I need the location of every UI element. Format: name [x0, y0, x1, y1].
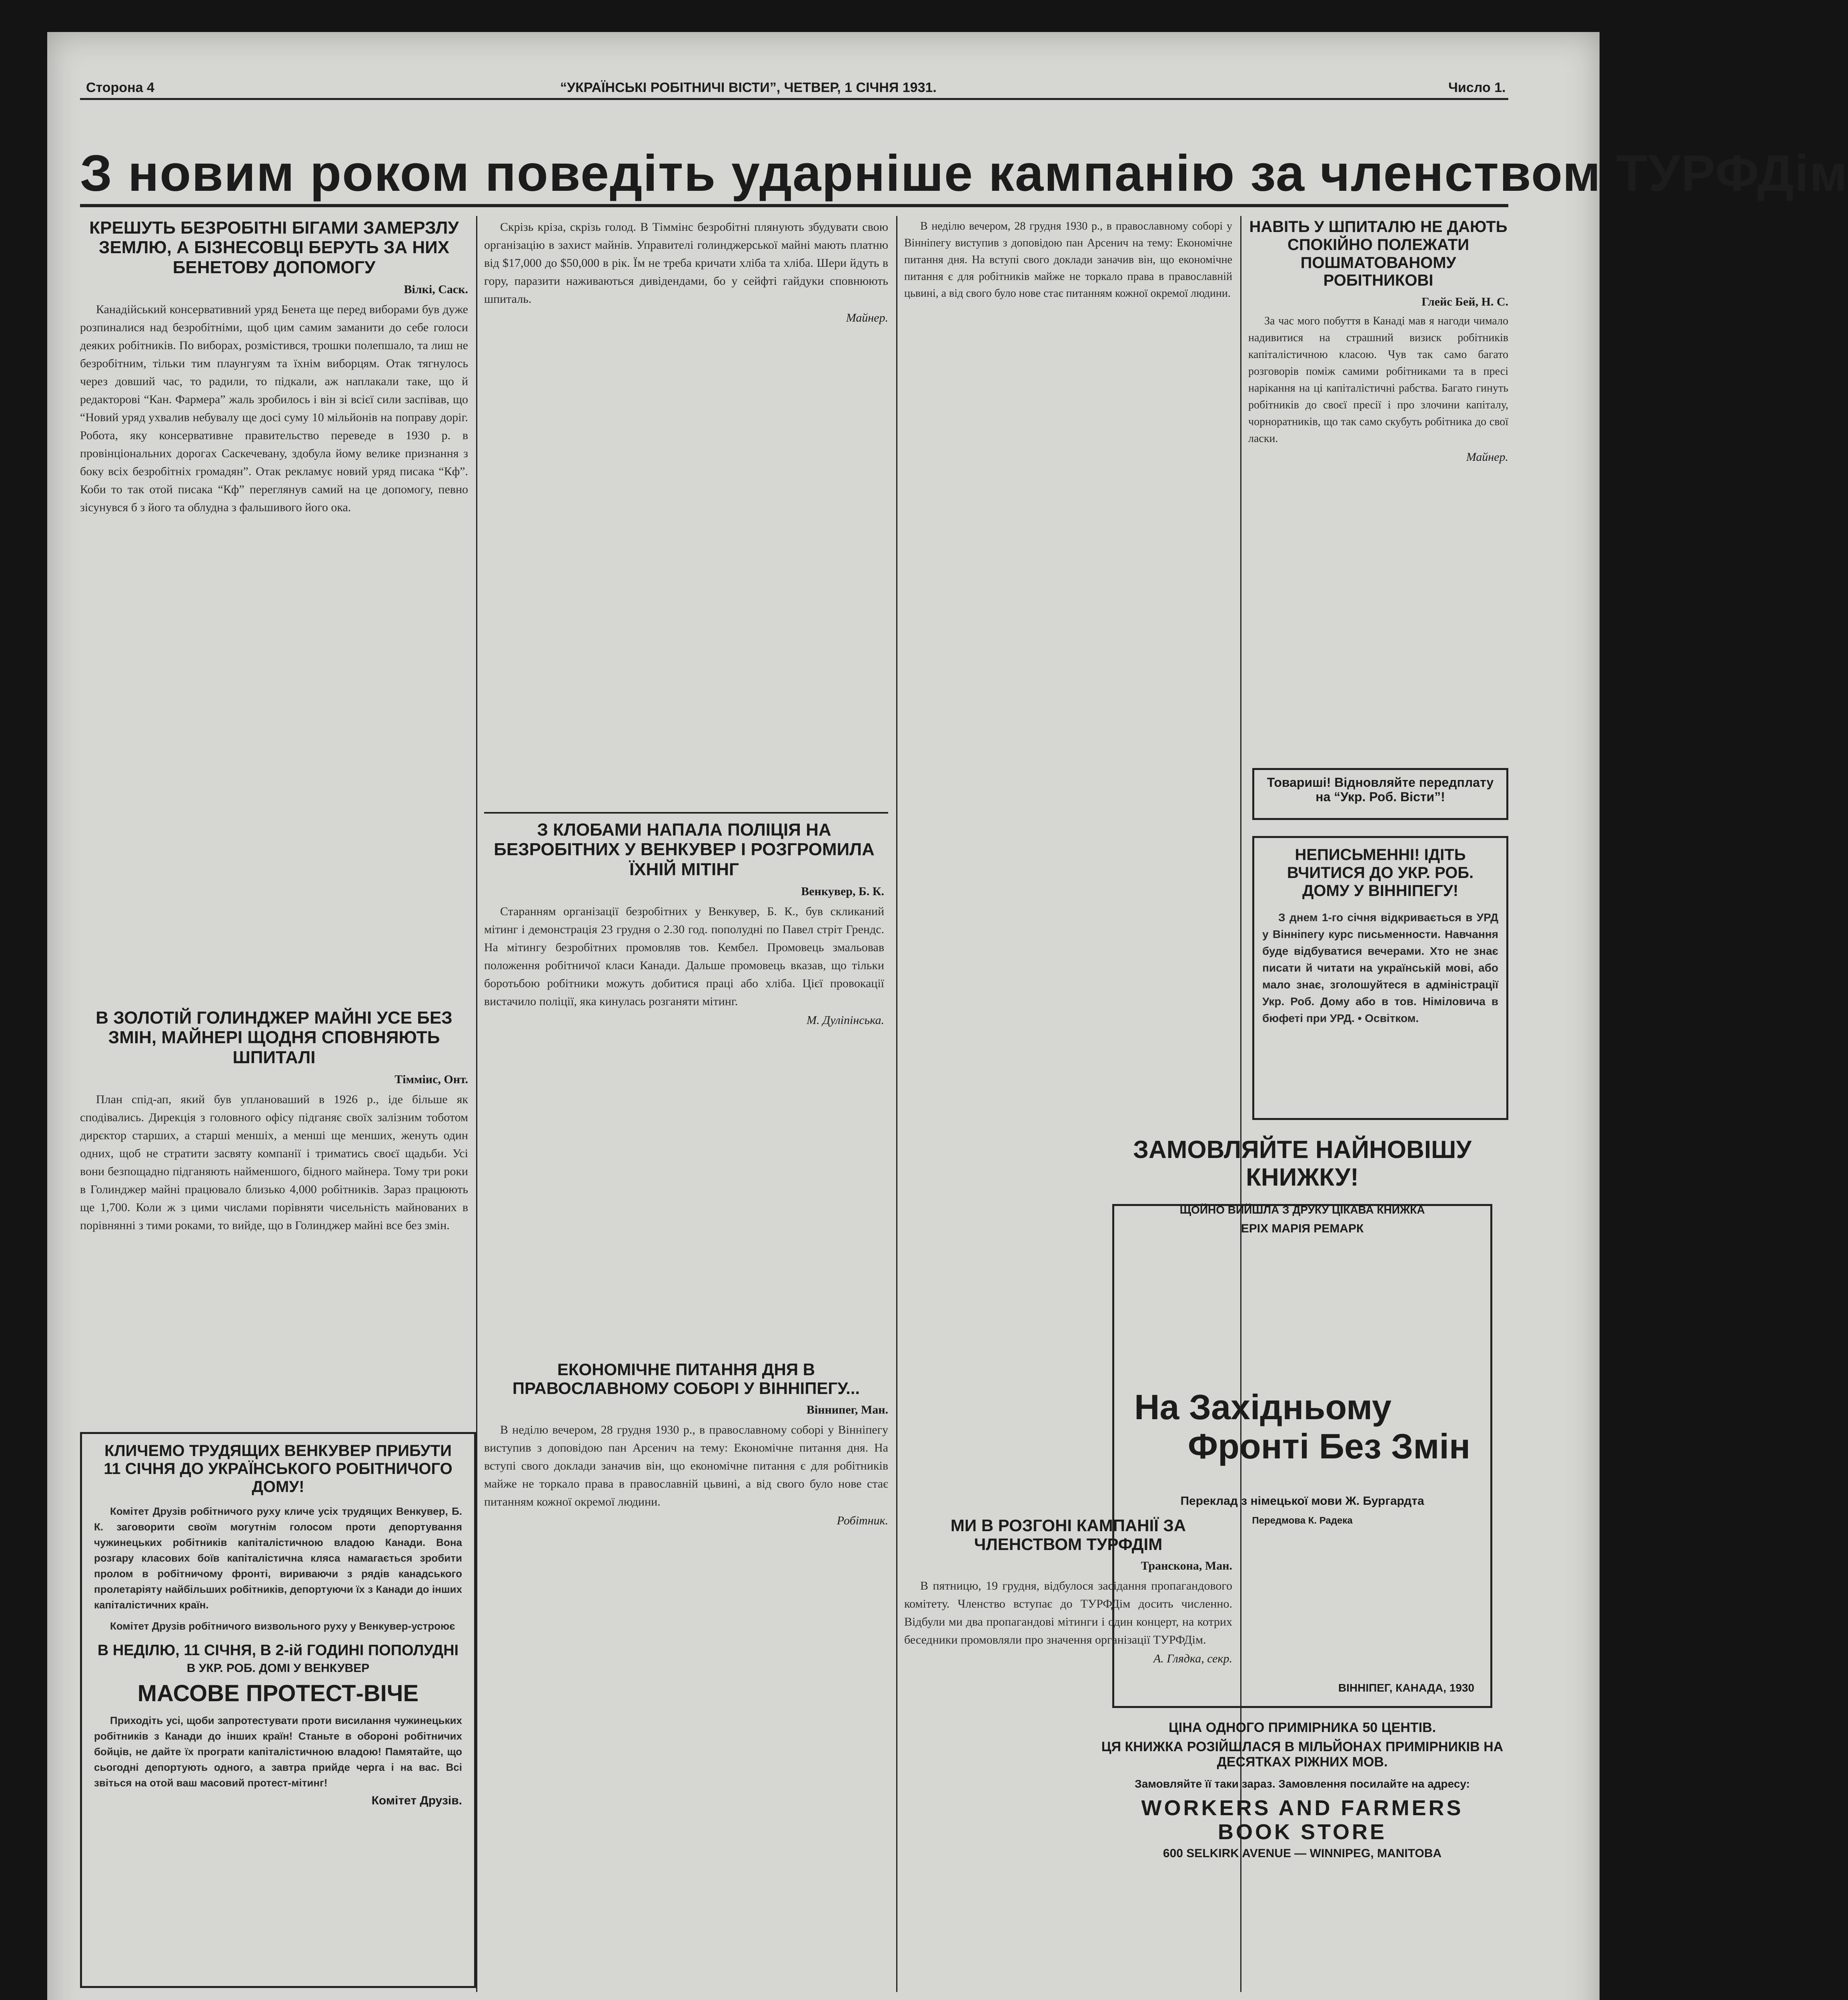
article-signature: М. Дуліпінська.	[807, 1013, 884, 1027]
appeal-place: В УКР. РОБ. ДОМІ У ВЕНКУВЕР	[186, 1661, 370, 1675]
ad-order: Замовляйте її таки зараз. Замовлення посилайте на адресу:	[1135, 1778, 1470, 1790]
article-body: За час мого побуття в Канаді мав я нагоди чимало надивитися на страшний визиск робітників капіталістичною класою. Чув так само багато розговорів поміж самими робітниками та в пресі нарікання на ці капіталістичні рабства. Багато гинуть робітників до своєї пресії і про злочини капіталу, чорноратників, що так само скубуть робітника до свої ласки.	[1248, 315, 1508, 445]
notice-text: Товариші! Відновляйте передплату на “Укр. Роб. Вісти”!	[1267, 775, 1494, 804]
school-body: З днем 1-го січня відкривається в УРД у Вінніпегу курс письменности. Навчання буде відбуватися вечерами. Хто не знає писати й читати на українській мові, або мало знає, зголошуйтеся в адміністрації Укр. Роб. Дому або в тов. Німіловича в бюфеті при УРД. • Освітком.	[1262, 911, 1498, 1025]
store-name-2: BOOK STORE	[1217, 1820, 1387, 1844]
appeal-body-2: Приходіть усі, щоби запротестувати проти висилання чужинецьких робітників з Канади до інших країн! Станьте в обороні робітничих бойців, не дайте їх програти капіталістичною владою! Памятайте, що сьогодні депортують одного, а завтра прийде черга і на вас. Всі звіться на отой ваш масовий протест-мітинг!	[94, 1714, 462, 1789]
book-frame	[1112, 1204, 1492, 1708]
article-dateline: Глейс Бей, Н. С.	[1422, 295, 1508, 309]
article-dateline: Віннипег, Ман.	[806, 1403, 888, 1417]
article-dateline: Транскона, Ман.	[1141, 1559, 1232, 1573]
article-glace-bay	[1248, 218, 1508, 774]
book-translation: Переклад з німецької мови Ж. Бургардта	[1180, 1494, 1424, 1508]
article-headline: З КЛОБАМИ НАПАЛА ПОЛІЦІЯ НА БЕЗРОБІТНИХ У ВЕНКУВЕР І РОЗГРОМИЛА ЇХНІЙ МІТІНГ	[494, 820, 875, 879]
ad-subheadline: ЩОЙНО ВИЙШЛА З ДРУКУ ЦІКАВА КНИЖКА	[1179, 1203, 1425, 1216]
article-dateline: Тімміис, Онт.	[394, 1072, 468, 1086]
ad-price: ЦІНА ОДНОГО ПРИМІРНИКА 50 ЦЕНТІВ.	[1168, 1720, 1436, 1735]
store-name: WORKERS AND FARMERS	[1141, 1796, 1464, 1820]
article-headline: ЕКОНОМІЧНЕ ПИТАННЯ ДНЯ В ПРАВОСЛАВНОМУ СОБОРІ У ВІННІПЕГУ...	[512, 1360, 860, 1398]
school-headline: НЕПИСЬМЕННІ! ІДІТЬ ВЧИТИСЯ ДО УКР. РОБ. ДОМУ У ВІННІПЕГУ!	[1287, 846, 1474, 900]
article-body: Скрізь кріза, скрізь голод. В Тіммінс безробітні плянують збудувати свою організацію в захист майнів. Управителі голинджерської майні мають платню від $17,000 до $50,000 в рік. Їм не треба кричати хліба та хліба. Шери йдуть в гору, паразити наживаються дивідендами, бо у сейфті гайдуки сповнюють шпиталь.	[484, 220, 888, 306]
page-number: Сторона 4	[86, 80, 154, 95]
subscription-notice	[1252, 768, 1508, 820]
article-body: Старанням організації безробітних у Венкувер, Б. К., був скликаний мітинг і демонстрація 23 грудня о 2.30 год. пополудні по Павел стріт Грендс. На мітингу безробітних промовляв тов. Кембел. Промовець змальовав положення робітничої класи Канади. Дальше промовець вказав, що тільки боротьбою робітники можуть добитися праці або хліба. Цієї провокації вистачило поліції, яка кинулась розганяти мітинг.	[484, 904, 884, 1008]
article-signature: Майнер.	[846, 311, 888, 324]
book-author: ЕРІХ МАРІЯ РЕМАРК	[1241, 1222, 1364, 1235]
banner-headline: З новим роком поведіть ударніше кампанію за членством ТУРФДім	[80, 145, 1848, 202]
book-city: ВІННІПЕГ, КАНАДА, 1930	[1338, 1681, 1474, 1694]
article-headline: МИ В РОЗГОНІ КАМПАНІЇ ЗА ЧЛЕНСТВОМ ТУРФДІМ	[950, 1516, 1186, 1554]
ad-spread: ЦЯ КНИЖКА РОЗІЙШЛАСЯ В МІЛЬЙОНАХ ПРИМІРНИКІВ НА ДЕСЯТКАХ РІЖНИХ МОВ.	[1101, 1739, 1504, 1770]
article-hollinger-mine	[80, 1008, 468, 1428]
book-title-line1: На Західньому	[1134, 1387, 1392, 1427]
article-headline: КРЕШУТЬ БЕЗРОБІТНІ БІГАМИ ЗАМЕРЗЛУ ЗЕМЛЮ, А БІЗНЕСОВЦІ БЕРУТЬ ЗА НИХ БЕНЕТОВУ ДОПОМОГУ	[89, 218, 459, 277]
article-dateline: Венкувер, Б. К.	[801, 884, 884, 898]
appeal-body: Комітет Друзів робітничого руху кличе усіх трудящих Венкувер, Б. К. заговорити своїм могутнім голосом проти депортування чужинецьких робітників капіталістичною владою Канади. Вона розгару класових боїв капіталістична кляса намагається зробити пролом в робітничому фронті, вириваючи з рядів канадського пролетаріяту найбільших робітників, депортуючи їх з Канади до інших капіталістичних країн.	[94, 1505, 462, 1611]
article-winnipeg-cathedral	[484, 1360, 888, 1984]
appeal-headline: КЛИЧЕМО ТРУДЯЩИХ ВЕНКУВЕР ПРИБУТИ 11 СІЧНЯ ДО УКРАЇНСЬКОГО РОБІТНИЧОГО ДОМУ!	[104, 1442, 452, 1496]
book-advertisement	[1096, 1132, 1508, 1988]
banner-rule	[80, 204, 1508, 207]
article-signature: Майнер.	[1466, 450, 1508, 464]
ad-headline: ЗАМОВЛЯЙТЕ НАЙНОВІШУ КНИЖКУ!	[1133, 1136, 1472, 1192]
article-signature: А. Глядка, секр.	[1153, 1652, 1232, 1666]
issue-number: Число 1.	[1448, 80, 1506, 95]
appeal-organizer: Комітет Друзів робітничого визвольного руху у Венкувер-устроює	[110, 1620, 455, 1632]
article-body: В пятницю, 19 грудня, відбулося засідання пропагандового комітету. Членство вступає до ТУРФДім досить численно. Відбули ми два пропагандові мітинги і один концерт, на котрих беседники промовляли про значення організації ТУРФДім.	[904, 1579, 1232, 1647]
appeal-box-vancouver	[80, 1432, 476, 1988]
store-address: 600 SELKIRK AVENUE — WINNIPEG, MANITOBA	[1163, 1846, 1442, 1860]
literacy-course-box	[1252, 836, 1508, 1120]
book-preface: Передмова К. Радека	[1252, 1515, 1353, 1526]
article-unemployed-wilkie	[80, 218, 468, 994]
article-body: План спід-ап, який був уплановаший в 1926 р., іде більше як сподівались. Дирекція з головного офісу підганяє своїх залізним тоботом дирєктор старших, а старші меншіх, а менші ще менших, женуть один одних, щоб не стратити засвяту компанії і триматись своєї щадьби. Усі вони безпощадно підганяють найменшого, бідного майнера. Тому три роки в Голинджер майні працювало близько 4,000 робітників. Зараз працюють ще 1,700. Коли ж з цими числами порівняти чисельність майнованих в порівнянні з тими роками, то вийде, що в Голинджер майні все без змін.	[80, 1092, 468, 1232]
book-title-line2: Фронті Без Змін	[1188, 1426, 1470, 1466]
paper-title: “УКРАЇНСЬКІ РОБІТНИЧІ ВІСТИ”, ЧЕТВЕР, 1 СІЧНЯ 1931.	[560, 80, 937, 95]
article-signature: Робітник.	[837, 1514, 888, 1528]
article-headline: В ЗОЛОТІЙ ГОЛИНДЖЕР МАЙНІ УСЕ БЕЗ ЗМІН, МАЙНЕРІ ЩОДНЯ СПОВНЯЮТЬ ШПИТАЛІ	[96, 1008, 452, 1067]
article-headline: НАВІТЬ У ШПИТАЛЮ НЕ ДАЮТЬ СПОКІЙНО ПОЛЕЖАТИ ПОШМАТОВАНОМУ РОБІТНИКОВІ	[1249, 218, 1508, 290]
appeal-signature: Комітет Друзів.	[371, 1794, 462, 1808]
column-rule	[476, 216, 477, 1992]
article-body: В неділю вечером, 28 грудня 1930 р., в православному соборі у Вінніпегу виступив з доповідою пан Арсенич на тему: Економічне питання дня. На вступі свого доклади заначив він, що економічне питання є для робітників майже не торкало права в православній цьвині, а від свого було нове стає питанням кожної окремої людини.	[484, 1423, 888, 1509]
appeal-date: В НЕДІЛЮ, 11 СІЧНЯ, В 2-ій ГОДИНІ ПОПОЛУДНІ	[97, 1642, 459, 1659]
article-rule	[484, 812, 888, 814]
header-rule	[80, 98, 1508, 100]
article-body: В неділю вечером, 28 грудня 1930 р., в православному соборі у Вінніпегу виступив з доповідою пан Арсенич на тему: Економічне питання дня. На вступі свого доклади заначив він, що економічне питання є для робітників майже не торкало права в православній цьвині, а від свого було нове стає питанням кожної окремої людини.	[904, 220, 1232, 300]
article-dateline: Вілкі, Саск.	[404, 282, 468, 296]
article-body: Канадійський консервативний уряд Бенета ще перед виборами був дуже розпиналися над безробітніми, щоб цим самим заманити до себе голоси деяких робітників. По виборах, розмістився, трошки полепшало, та лиш не безробітним, тільки тим плаунгуям та їхнім виборцям. Отак тягнулось через довший час, то радили, то підкали, аж наплакали таке, що й редакторові “Кан. Фармера” жаль зробилось і він зі всієї сили заспівав, що “Новий уряд ухвалив небувалу ще досі суму 10 мільйонів на поправу доріг. Робота, яку консервативне правительство переведе в 1930 р. в провінціональних дорогах Саскечевану, здобула йому велике признання з боку всіх безробітніх громадян”. Отак рекламує новий уряд писака “Кф”. Коби то так отой писака “Кф” переглянув самий на це допомогу, певно зісунувся б з його та облудна з фальшивого його ока.	[80, 302, 468, 514]
article-timmins-crisis	[484, 218, 888, 790]
appeal-meeting: МАСОВЕ ПРОТЕСТ-ВІЧЕ	[137, 1680, 419, 1706]
